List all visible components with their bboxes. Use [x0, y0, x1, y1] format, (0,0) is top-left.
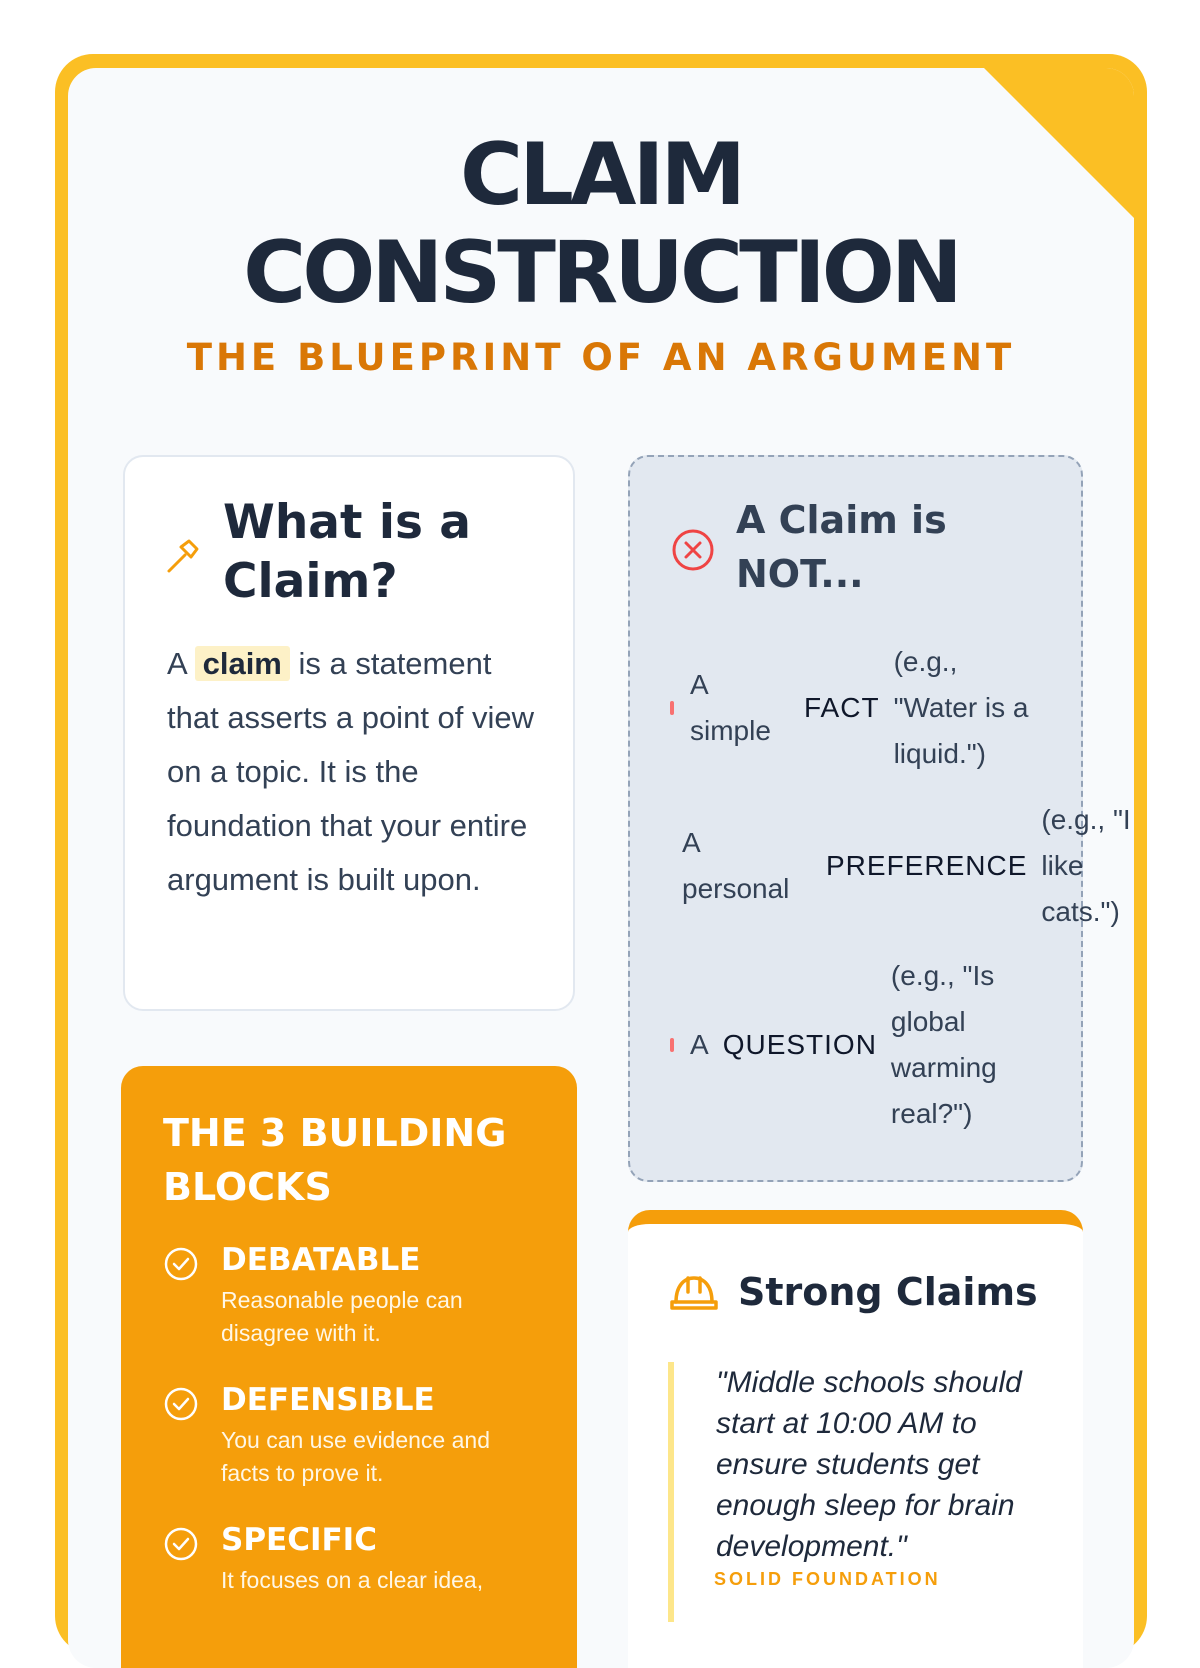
claim-is-not-card	[628, 455, 1131, 1182]
not-item-example: (e.g., "Water is a liquid.")	[893, 646, 1029, 769]
block-desc: It focuses on a clear idea,	[221, 1567, 484, 1593]
title-line-1: CLAIM	[459, 125, 743, 225]
strong-claims-card	[628, 1210, 1083, 1668]
text-after: is a statement that asserts a point of view on a topic. It is the foundation that your entire argument is built upon.	[167, 646, 535, 897]
building-blocks-heading: THE 3 BUILDING BLOCKS	[163, 1111, 507, 1209]
block-name: DEFENSIBLE	[221, 1382, 435, 1418]
check-circle-icon	[163, 1246, 199, 1282]
what-is-claim-heading: What is a Claim?	[223, 495, 472, 609]
poster-sheet	[68, 68, 1134, 1668]
not-item-lead: A	[690, 1029, 709, 1060]
not-item-lead: A simple	[690, 669, 771, 746]
not-item-question	[670, 953, 1021, 1137]
not-item-preference	[682, 797, 1134, 935]
not-item-example: (e.g., "Is global warming real?")	[890, 960, 997, 1129]
claim-is-not-heading: A Claim is NOT...	[736, 498, 947, 596]
not-item-fact	[670, 639, 1034, 777]
bullet	[670, 1038, 674, 1052]
check-circle-icon	[163, 1526, 199, 1562]
building-blocks-card	[121, 1066, 577, 1668]
not-item-keyword: FACT	[804, 692, 880, 723]
block-desc: You can use evidence and facts to prove it.	[221, 1427, 490, 1486]
text-before: A	[167, 646, 195, 681]
block-desc: Reasonable people can disagree with it.	[221, 1287, 463, 1346]
bullet	[670, 701, 674, 715]
check-circle-icon	[163, 1386, 199, 1422]
not-item-lead: A personal	[682, 827, 790, 904]
x-circle-icon	[670, 527, 716, 573]
block-name: SPECIFIC	[221, 1522, 377, 1558]
strong-claims-heading: Strong Claims	[738, 1270, 1038, 1314]
not-item-keyword: QUESTION	[722, 1029, 877, 1060]
block-name: DEBATABLE	[221, 1242, 421, 1278]
page-subtitle: THE BLUEPRINT OF AN ARGUMENT	[186, 336, 1016, 379]
strong-claim-quote: "Middle schools should start at 10:00 AM to ensure students get enough sleep for brain development."	[668, 1362, 1048, 1622]
hammer-icon	[163, 537, 203, 577]
hard-hat-icon	[668, 1268, 720, 1314]
not-item-example: (e.g., "I like cats.")	[1041, 804, 1131, 927]
title-line-2: CONSTRUCTION	[243, 223, 959, 323]
claim-highlight: claim	[195, 646, 290, 681]
what-is-claim-card	[123, 455, 575, 1011]
what-is-claim-text	[167, 637, 547, 907]
page-title	[68, 126, 1134, 322]
not-item-keyword: PREFERENCE	[826, 850, 1028, 881]
strong-claim-footer: SOLID FOUNDATION	[714, 1569, 941, 1589]
